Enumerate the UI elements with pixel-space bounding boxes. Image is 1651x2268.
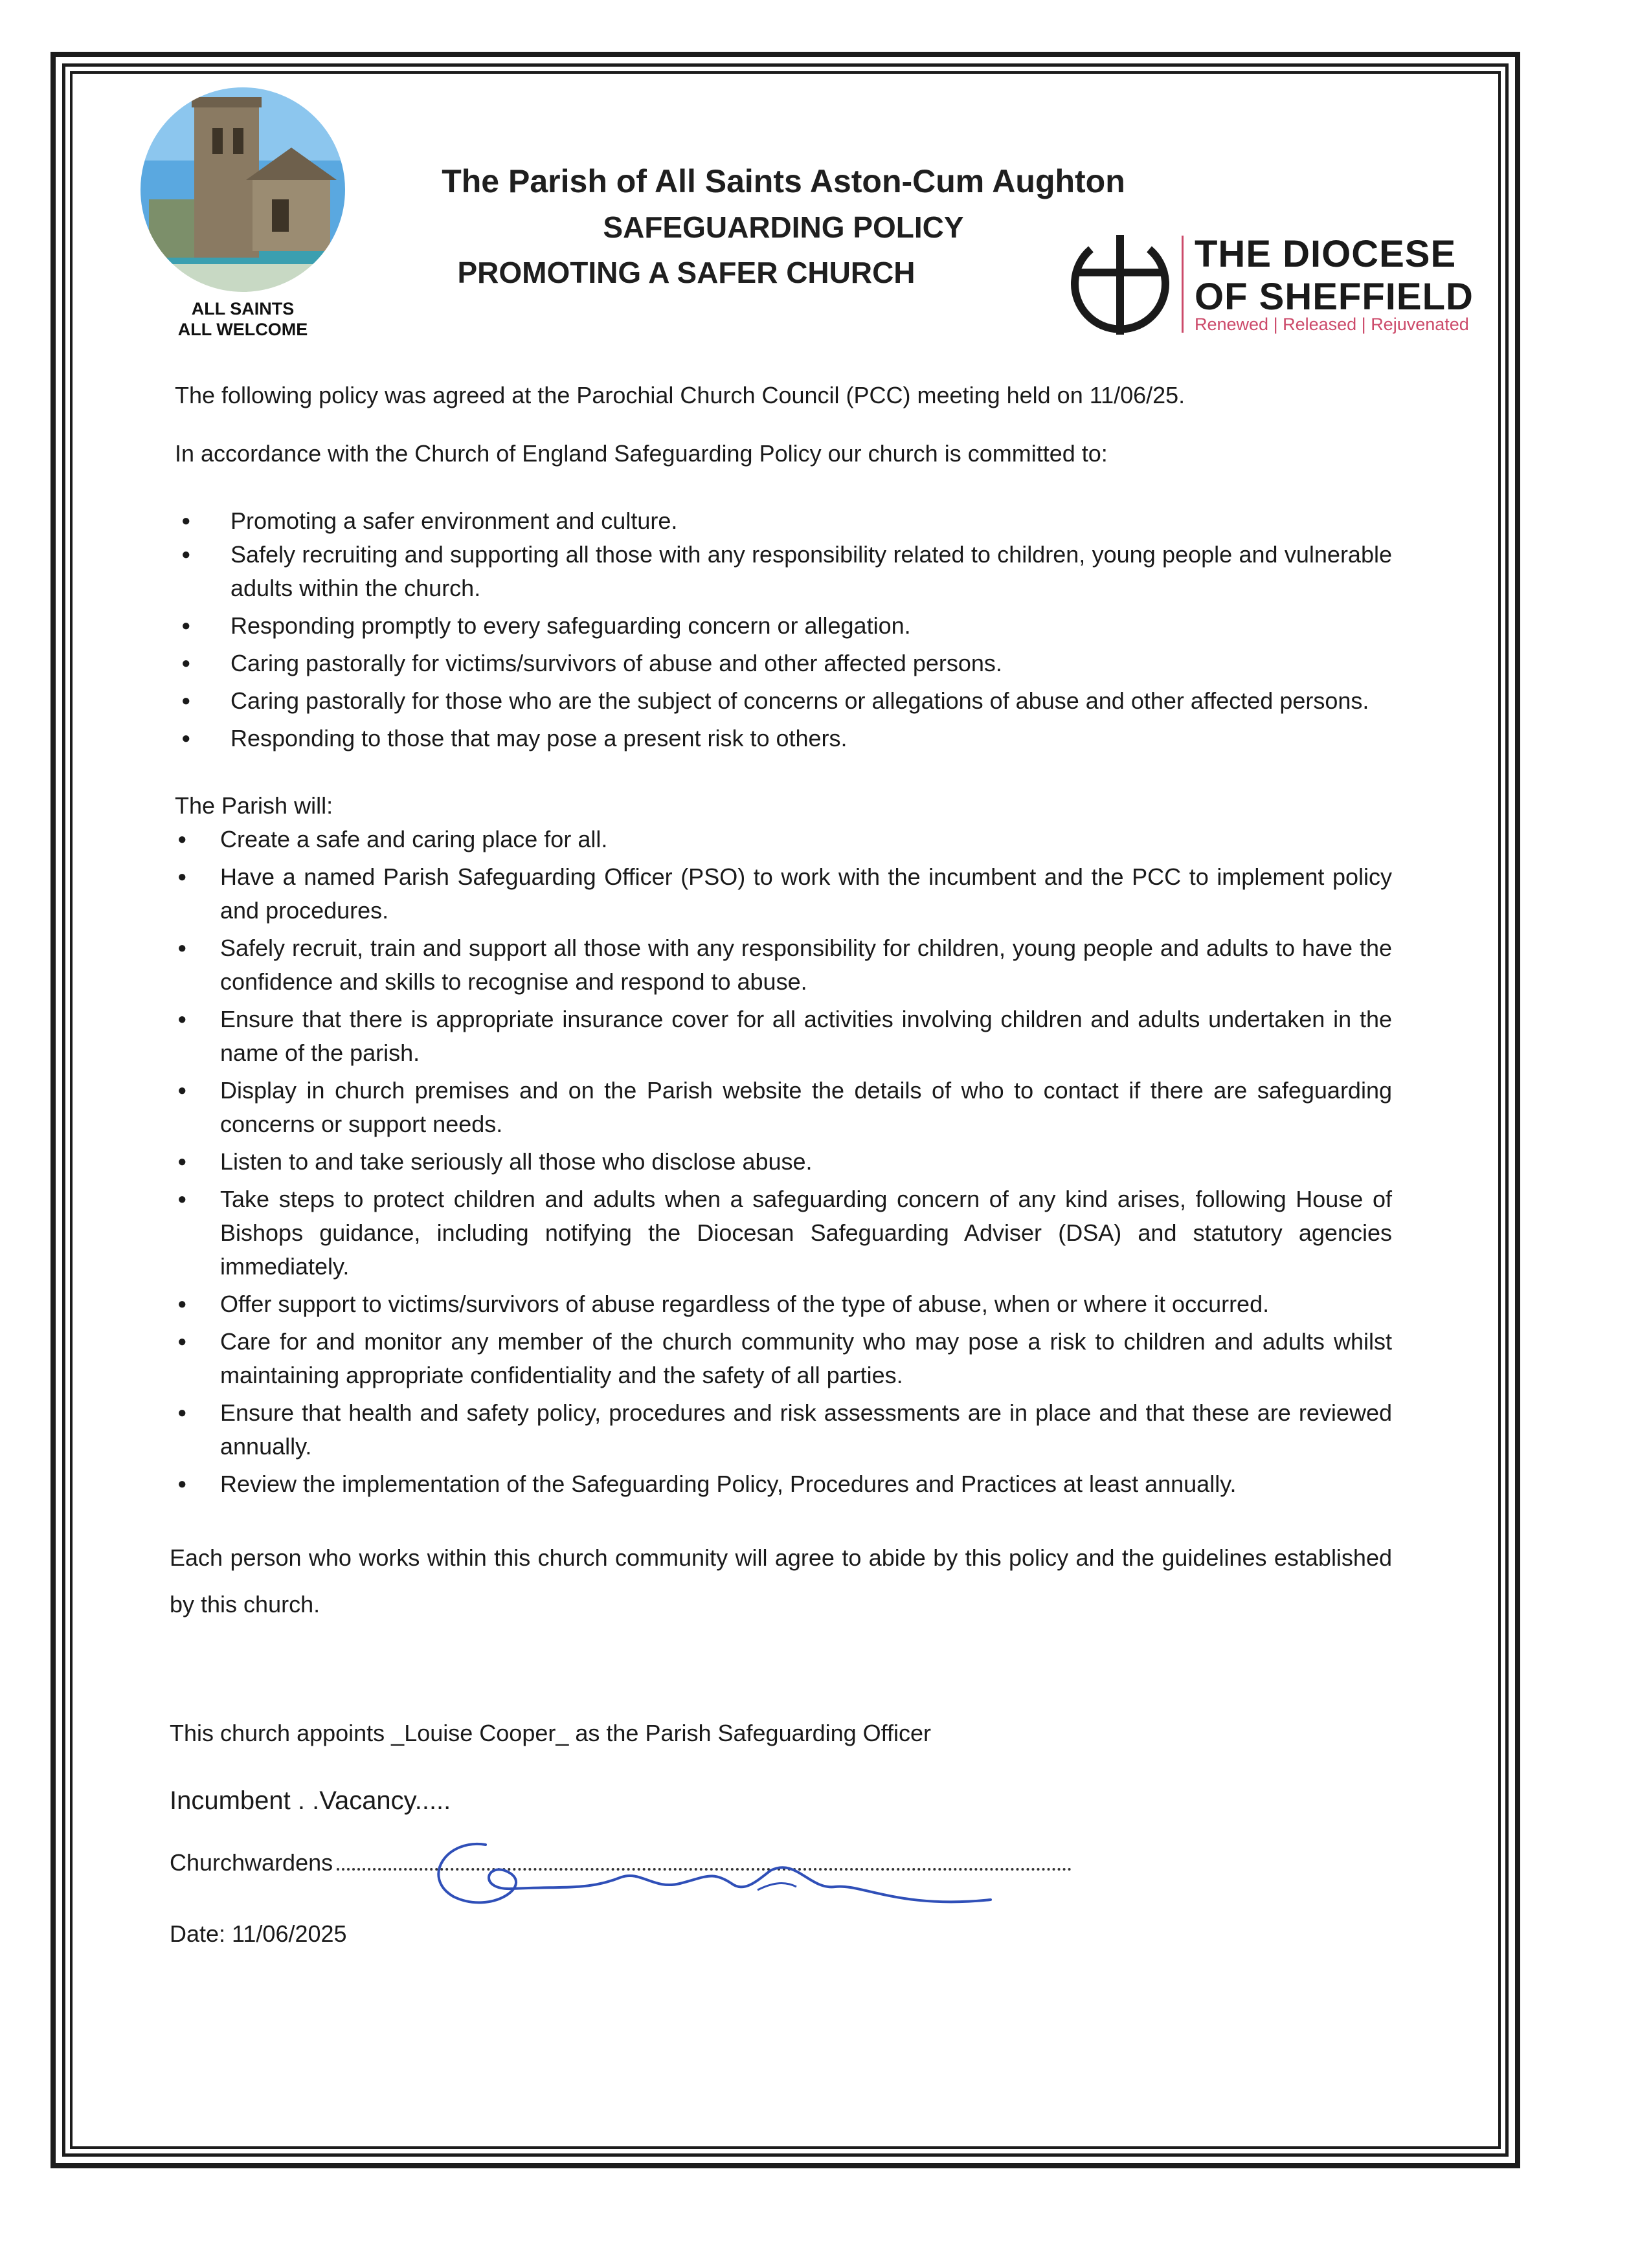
list-item: ● Offer support to victims/survivors of abuse regardless of the type of abuse, when or where it occurred. xyxy=(171,1287,1392,1321)
list-item: ● Take steps to protect children and adults when a safeguarding concern of any kind arises, following House of Bishops guidance, including notifying the Diocesan Safeguarding Adviser (DSA) and statutory agencies immediately. xyxy=(171,1183,1392,1284)
list-item: ● Ensure that health and safety policy, procedures and risk assessments are in place and that these are reviewed annually. xyxy=(171,1396,1392,1463)
list-item: ● Have a named Parish Safeguarding Officer (PSO) to work with the incumbent and the PCC to implement policy and procedures. xyxy=(171,860,1392,928)
list-item: ● Display in church premises and on the Parish website the details of who to contact if there are safeguarding concerns or support needs. xyxy=(171,1074,1392,1141)
diocese-name xyxy=(1195,233,1474,318)
parish-will-list xyxy=(171,823,1392,1501)
commitments-list xyxy=(175,504,1392,755)
diocese-tagline: Renewed | Released | Rejuvenated xyxy=(1195,315,1469,334)
parish-title: The Parish of All Saints Aston-Cum Aughton xyxy=(442,163,1125,199)
parish-will-heading: The Parish will: xyxy=(175,792,333,819)
list-item: ● Caring pastorally for victims/survivors of abuse and other affected persons. xyxy=(175,647,1392,680)
list-item: ● Ensure that there is appropriate insurance cover for all activities involving children and adults undertaken in the name of the parish. xyxy=(171,1003,1392,1070)
diocese-logo xyxy=(1065,227,1486,343)
pso-appointment: This church appoints _Louise Cooper_ as the Parish Safeguarding Officer xyxy=(170,1720,932,1746)
diocese-name-line2: OF SHEFFIELD xyxy=(1195,276,1474,318)
closing-statement: Each person who works within this church community will agree to abide by this policy and the guidelines established by this church. xyxy=(170,1544,1392,1618)
document-date: Date: 11/06/2025 xyxy=(170,1920,347,1947)
list-item: ● Create a safe and caring place for all. xyxy=(171,823,1392,856)
cross-circle-icon xyxy=(1065,230,1175,340)
list-item: ● Listen to and take seriously all those who disclose abuse. xyxy=(171,1145,1392,1179)
list-item: ● Caring pastorally for those who are the subject of concerns or allegations of abuse and other affected persons. xyxy=(175,684,1392,718)
all-saints-logo xyxy=(136,83,350,340)
handwritten-signature xyxy=(408,1819,1004,1929)
list-item: ● Care for and monitor any member of the church community who may pose a risk to children and adults whilst maintaining appropriate confidentiality and the safety of all parties. xyxy=(171,1325,1392,1392)
church-photo-icon xyxy=(136,83,350,296)
policy-body xyxy=(170,379,1392,1628)
diocese-name-line1: THE DIOCESE xyxy=(1195,233,1457,275)
logo-caption-line1: ALL SAINTS xyxy=(191,299,295,318)
policy-subtitle: PROMOTING A SAFER CHURCH xyxy=(457,256,915,289)
intro-agreed: The following policy was agreed at the Parochial Church Council (PCC) meeting held on 11/06/25. xyxy=(175,382,1185,408)
list-item: ● Promoting a safer environment and culture. xyxy=(175,504,1392,538)
list-item: ● Responding to those that may pose a present risk to others. xyxy=(175,722,1392,755)
logo-caption-line2: ALL WELCOME xyxy=(177,320,308,339)
list-item: ● Review the implementation of the Safeguarding Policy, Procedures and Practices at least annually. xyxy=(171,1467,1392,1501)
incumbent-line: Incumbent . .Vacancy..... xyxy=(170,1786,451,1815)
diocese-divider xyxy=(1182,236,1184,333)
document-header xyxy=(388,158,1178,295)
list-item: ● Safely recruit, train and support all those with any responsibility for children, young people and adults to have the confidence and skills to recognise and respond to abuse. xyxy=(171,931,1392,999)
churchwardens-label: Churchwardens xyxy=(170,1849,333,1876)
list-item: ● Safely recruiting and supporting all those with any responsibility related to children, young people and vulnerable adults within the church. xyxy=(175,538,1392,605)
policy-title: SAFEGUARDING POLICY xyxy=(603,210,964,244)
list-item: ● Responding promptly to every safeguarding concern or allegation. xyxy=(175,609,1392,643)
intro-accordance: In accordance with the Church of England Safeguarding Policy our church is committed to: xyxy=(175,440,1108,467)
